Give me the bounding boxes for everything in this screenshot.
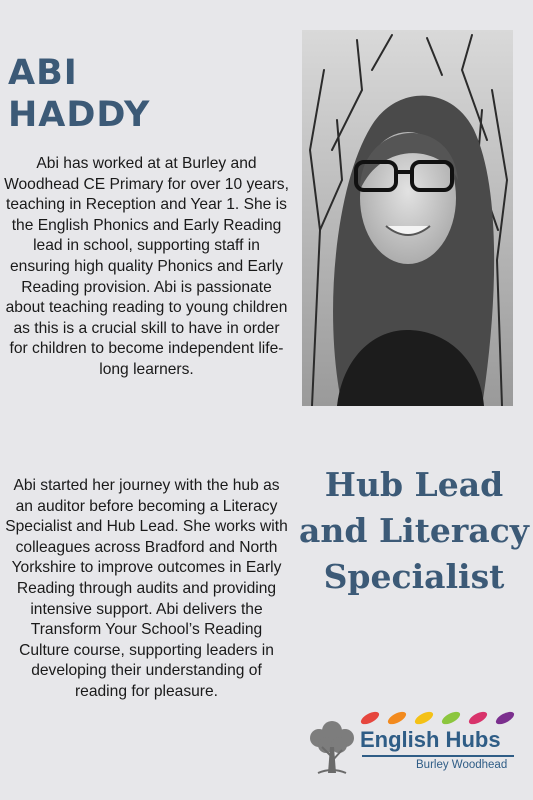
logo-drop [359, 709, 381, 726]
logo-subtitle: Burley Woodhead [416, 759, 508, 771]
role-title: Hub Lead and Literacy Specialist [299, 465, 529, 596]
logo-brand: English Hubs [360, 727, 501, 752]
english-hubs-logo [300, 703, 528, 783]
tree-icon [306, 717, 358, 775]
logo-drop [440, 709, 462, 726]
logo-drop [413, 709, 435, 726]
first-name: ABI [8, 53, 78, 93]
color-drops-icon [358, 707, 518, 729]
portrait-photo [302, 30, 513, 406]
bio-paragraph-1: Abi has worked at at Burley and Woodhead CE Primary for over 10 years, teaching in Reception and Year 1. She is the English Phonics and Early Reading lead in school, supporting staff in ensuring high quality Phonics and Early Reading provision. Abi is passionate about teaching reading to young children as this is a crucial skill to have in order for children to become independent life-long learners. [4, 155, 289, 378]
logo-drop [386, 709, 408, 726]
logo-drop [494, 709, 516, 726]
person-name [8, 52, 150, 136]
logo-drop [467, 709, 489, 726]
last-name: HADDY [8, 95, 151, 135]
logo-divider [362, 755, 514, 757]
bio-paragraph-2: Abi started her journey with the hub as an auditor before becoming a Literacy Specialist and Hub Lead. She works with colleagues across Bradford and North Yorkshire to improve outcomes in Early Reading through audits and providing intensive support. Abi delivers the Transform Your School’s Reading Culture course, supporting leaders in developing their understanding of reading for pleasure. [5, 477, 288, 700]
